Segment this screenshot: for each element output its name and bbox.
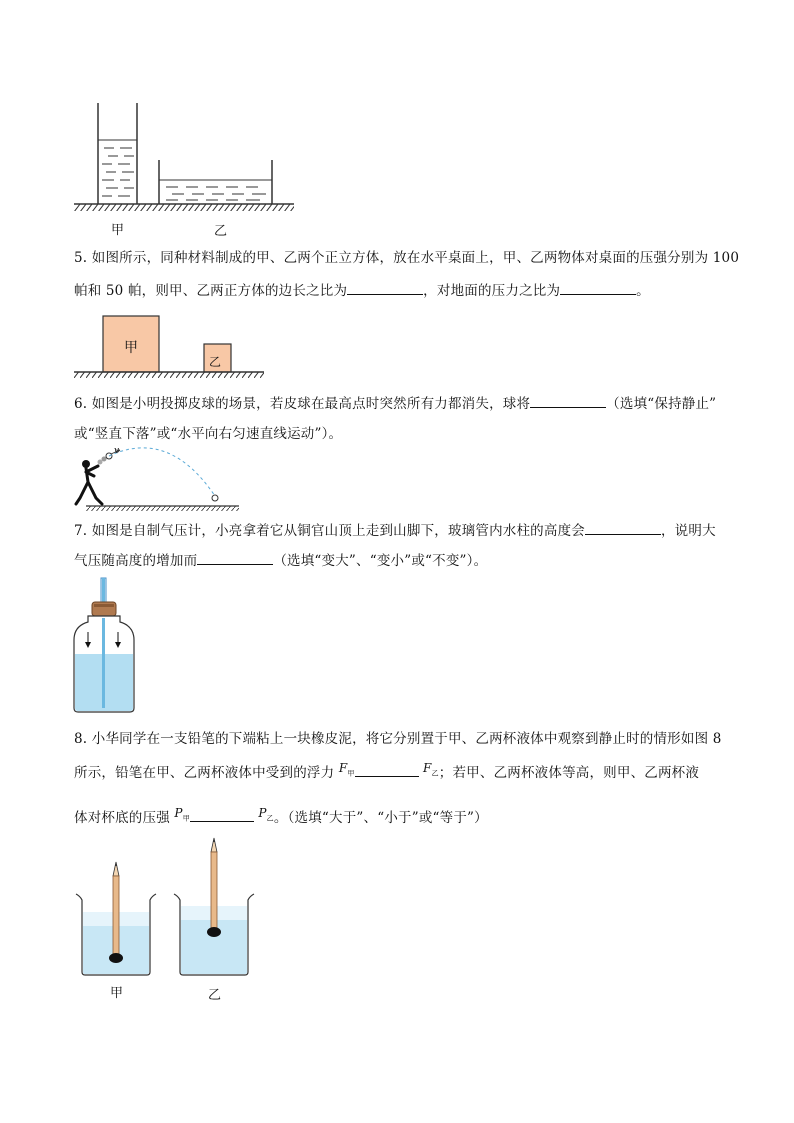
q7-line1 [74,520,716,541]
q5-line1: 5. 如图所示，同种材料制成的甲、乙两个正立方体，放在水平桌面上，甲、乙两物体对桌面的压强分别为 100 [74,250,740,266]
q7-text-a: 7. 如图是自制气压计，小亮拿着它从铜官山顶上走到山脚下，玻璃管内水柱的高度会 [74,523,585,539]
float-force-yi-symbol: $F_乙$ [423,761,439,778]
container-label-jia: 甲 [111,223,125,238]
pressure-jia-symbol: $P_甲$ [174,806,190,823]
q7-text-b: ，说明大 [660,523,716,539]
q5-text-c: 。 [636,283,650,299]
q6-answer-blank[interactable] [530,393,606,408]
q8-text-c: 体对杯底的压强 [74,810,170,826]
throw-figure [74,448,244,514]
q7-text-c: 气压随高度的增加而 [74,553,198,569]
q6-text-b: （选填“保持静止” [606,396,717,412]
q8-text-d: 。（选填“大于”、“小于”或“等于”） [273,810,488,826]
q8-text-b: ；若甲、乙两杯液体等高，则甲、乙两杯液 [438,765,700,781]
q7-text-d: （选填“变大”、“变小”或“不变”）。 [273,553,488,569]
beaker-label-jia: 甲 [110,986,124,1001]
q5-answer-blank-1[interactable] [347,280,423,295]
q5-text-b: ，对地面的压力之比为 [423,283,561,299]
float-force-jia-symbol: $F_甲$ [338,761,355,778]
beakers-figure [74,836,264,978]
q5-line2 [74,280,650,301]
q6-line2: 或“竖直下落”或“水平向右匀速直线运动”）。 [74,426,343,442]
q7-answer-blank-2[interactable] [197,550,273,565]
q5-text-a: 帕和 50 帕，则甲、乙两正方体的边长之比为 [74,283,348,299]
q8-answer-blank-1[interactable] [355,762,419,777]
blocks-figure [74,314,274,380]
q6-text-a: 6. 如图是小明投掷皮球的场景，若皮球在最高点时突然所有力都消失，球将 [74,396,531,412]
q5-answer-blank-2[interactable] [560,280,636,295]
q8-text-a: 所示，铅笔在甲、乙两杯液体中受到的浮力 [74,765,335,781]
block-label-yi: 乙 [209,355,222,369]
pressure-yi-symbol: $P_乙$ [258,806,274,823]
q7-answer-blank-1[interactable] [585,520,661,535]
barometer-figure [74,578,144,718]
q8-line2 [74,762,699,788]
q8-line1: 8. 小华同学在一支铅笔的下端粘上一块橡皮泥，将它分别置于甲、乙两杯液体中观察到静止时的情形如图 8 [74,731,722,747]
q8-line3 [74,807,488,833]
containers-figure [74,100,304,215]
beaker-label-yi: 乙 [208,988,222,1003]
container-label-yi: 乙 [214,224,228,239]
block-label-jia: 甲 [124,340,138,356]
q6-line1 [74,393,716,414]
q7-line2 [74,550,487,571]
velocity-label: v [114,446,120,456]
q8-answer-blank-2[interactable] [190,807,254,822]
